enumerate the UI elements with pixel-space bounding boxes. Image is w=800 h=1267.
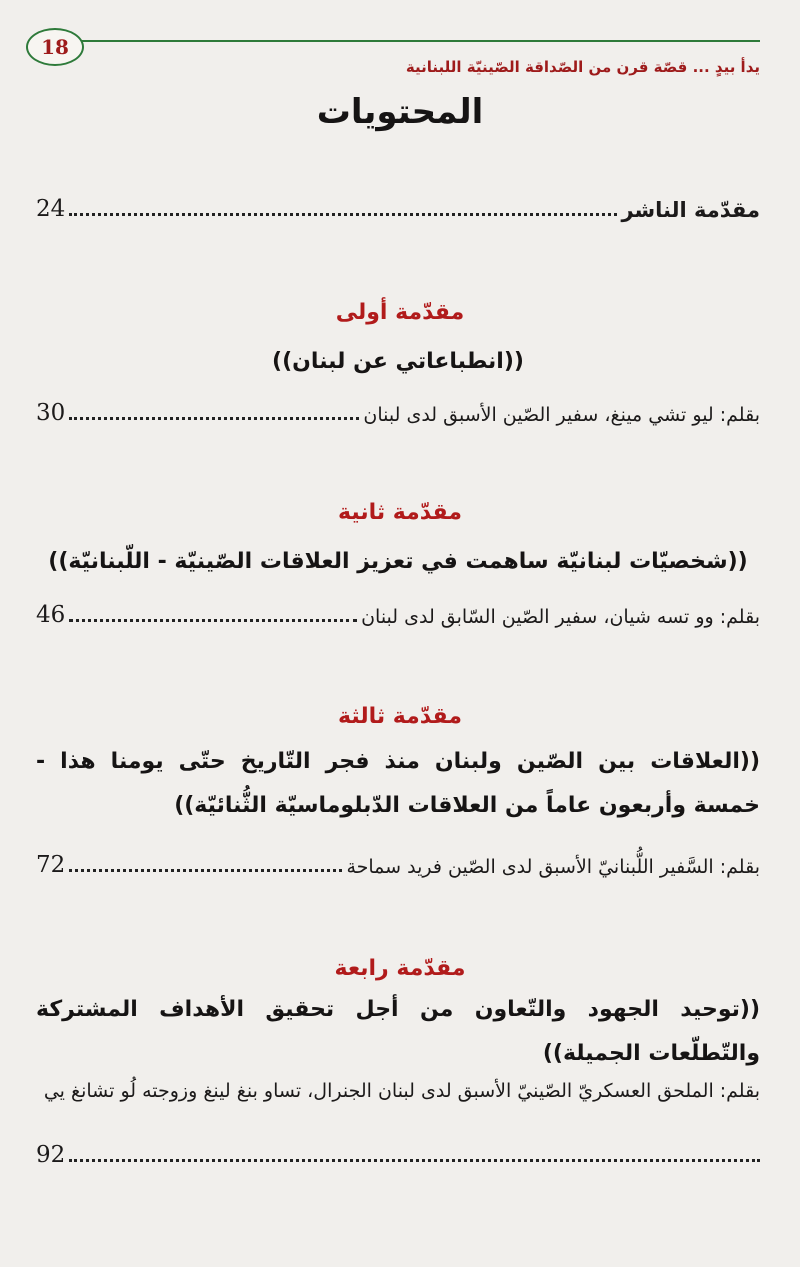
section-heading-2: مقدّمة ثانية [338,500,462,525]
toc-entry-publisher-intro[interactable] [36,196,760,222]
header-rule [70,40,760,42]
section-byline-4: بقلم: الملحق العسكريّ الصّينيّ الأسبق لدى لبنان الجنرال، تساو بنغ لينغ وزوجته لُو تشانغ يي [43,1080,760,1102]
toc-entry-page: 92 [36,1142,66,1168]
toc-entry-byline: بقلم: وو تسه شيان، سفير الصّين السّابق لدى لبنان [361,606,760,628]
running-title: يدأ بيدٍ ... قصّة قرن من الصّداقة الصّينيّة اللبنانية [405,58,760,76]
section-heading-3: مقدّمة ثالثة [338,704,462,729]
dot-leader [69,417,359,420]
toc-entry-page: 24 [36,196,66,222]
section-heading-1: مقدّمة أولى [335,300,465,325]
toc-entry-byline: بقلم: ليو تشي مينغ، سفير الصّين الأسبق لدى لبنان [363,404,760,426]
toc-entry-section-4[interactable] [36,1142,760,1168]
section-quote-1: ((انطباعاتي عن لبنان)) [272,349,524,374]
dot-leader [69,213,617,216]
section-heading-4: مقدّمة رابعة [334,956,466,981]
toc-entry-section-3[interactable] [36,852,760,878]
toc-entry-page: 46 [36,602,66,628]
page-number: 18 [41,35,69,59]
section-quote-4: ((توحيد الجهود والتّعاون من أجل تحقيق الأهداف المشتركة والتّطلّعات الجميلة)) [36,997,760,1066]
page-number-badge [26,28,84,66]
section-quote-3: ((العلاقات بين الصّين ولبنان منذ فجر التّاريخ حتّى يومنا هذا - خمسة وأربعون عاماً من العلاقات الدّبلوماسيّة الثُّنائيّة)) [36,749,760,818]
dot-leader [69,619,357,622]
toc-entry-section-1[interactable] [36,400,760,426]
dot-leader [69,869,342,872]
dot-leader [69,1159,760,1162]
section-quote-2: ((شخصيّات لبنانيّة ساهمت في تعزيز العلاقات الصّينيّة - اللّبنانيّة)) [48,549,748,574]
toc-entry-byline: بقلم: السَّفير اللُّبنانيّ الأسبق لدى الصّين فريد سماحة [346,856,760,878]
toc-entry-section-2[interactable] [36,602,760,628]
toc-entry-page: 30 [36,400,66,426]
toc-title: المحتويات [316,92,484,132]
toc-entry-page: 72 [36,852,66,878]
toc-entry-label: مقدّمة الناشر [621,198,760,222]
